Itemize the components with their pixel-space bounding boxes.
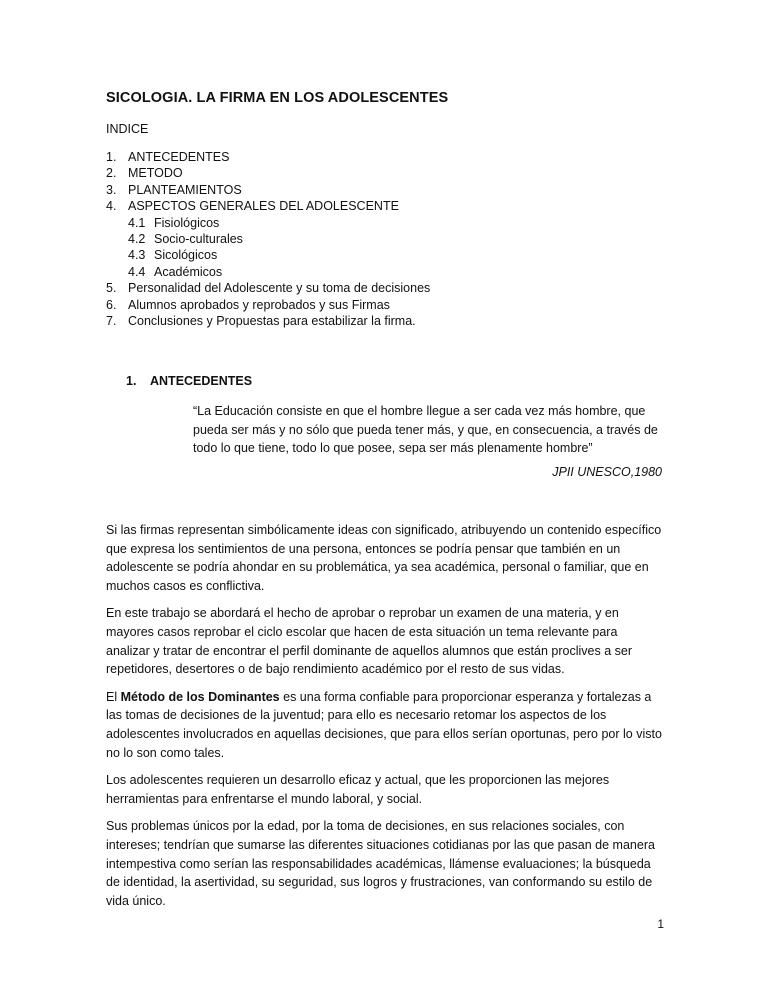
toc-item: 6. Alumnos aprobados y reprobados y sus Firmas: [106, 297, 390, 312]
toc-subitem: 4.4 Académicos: [128, 264, 223, 279]
body-text: [106, 521, 662, 919]
paragraph: El Método de los Dominantes es una forma confiable para proporcionar esperanza y fortalezas a las tomas de decisiones de la juventud; para ello es necesario retomar los aspectos de los adolescentes involucrados en aquellas decisiones, que para ellos serían oportunas, pero por lo visto no lo son como tales.: [106, 689, 662, 760]
quote-attribution: JPII UNESCO,1980: [552, 465, 662, 479]
epigraph-quote: “La Educación consiste en que el hombre llegue a ser cada vez más hombre, que pueda ser más y no sólo que pueda tener más, y que, en consecuencia, a través de todo lo que tiene, todo lo que posee, sepa ser más plenamente hombre”: [193, 404, 658, 455]
page-number: 1: [657, 917, 664, 931]
toc-item: 2. METODO: [106, 166, 183, 181]
index-label: INDICE: [106, 122, 149, 136]
toc-item: 3. PLANTEAMIENTOS: [106, 182, 242, 197]
paragraph: Los adolescentes requieren un desarrollo eficaz y actual, que les proporcionen las mejores herramientas para enfrentarse el mundo laboral, y social.: [106, 773, 610, 806]
toc-subitem: 4.1 Fisiológicos: [128, 215, 220, 230]
paragraph: Sus problemas únicos por la edad, por la toma de decisiones, en sus relaciones sociales, con intereses; tendrían que sumarse las diferentes situaciones cotidianas por las que pasan de manera intempestiva como serían las responsabilidades académicas, llámense evaluaciones; la búsqueda de identidad, la asertividad, su seguridad, sus logros y frustraciones, van conformando su estilo de vida único.: [106, 819, 655, 908]
document-title: SICOLOGIA. LA FIRMA EN LOS ADOLESCENTES: [106, 90, 449, 106]
paragraph: En este trabajo se abordará el hecho de aprobar o reprobar un examen de una materia, y en mayores casos reprobar el ciclo escolar que hacen de esta situación un tema relevante para analizar y tratar de encontrar el perfil dominante de aquellos alumnos que están proclives a ser repetidores, desertores o de bajo rendimiento académico por el resto de sus vidas.: [106, 606, 632, 677]
toc-item: 4. ASPECTOS GENERALES DEL ADOLESCENTE: [106, 199, 399, 214]
table-of-contents: [106, 149, 430, 329]
toc-item: 1. ANTECEDENTES: [106, 150, 230, 164]
toc-item: 7. Conclusiones y Propuestas para estabilizar la firma.: [106, 314, 416, 329]
toc-item: 5. Personalidad del Adolescente y su toma de decisiones: [106, 281, 431, 296]
paragraph: Si las firmas representan simbólicamente ideas con significado, atribuyendo un contenido específico que expresa los sentimientos de una persona, entonces se podría pensar que también en un adolescente se podría ahondar en su problemática, ya sea académica, personal o familiar, que en muchos casos es conflictiva.: [106, 523, 662, 593]
bold-term: Método de los Dominantes: [120, 689, 280, 704]
toc-subitem: 4.3 Sicológicos: [128, 248, 218, 263]
toc-subitem: 4.2 Socio-culturales: [128, 232, 243, 247]
section-heading: 1. ANTECEDENTES: [126, 374, 253, 388]
